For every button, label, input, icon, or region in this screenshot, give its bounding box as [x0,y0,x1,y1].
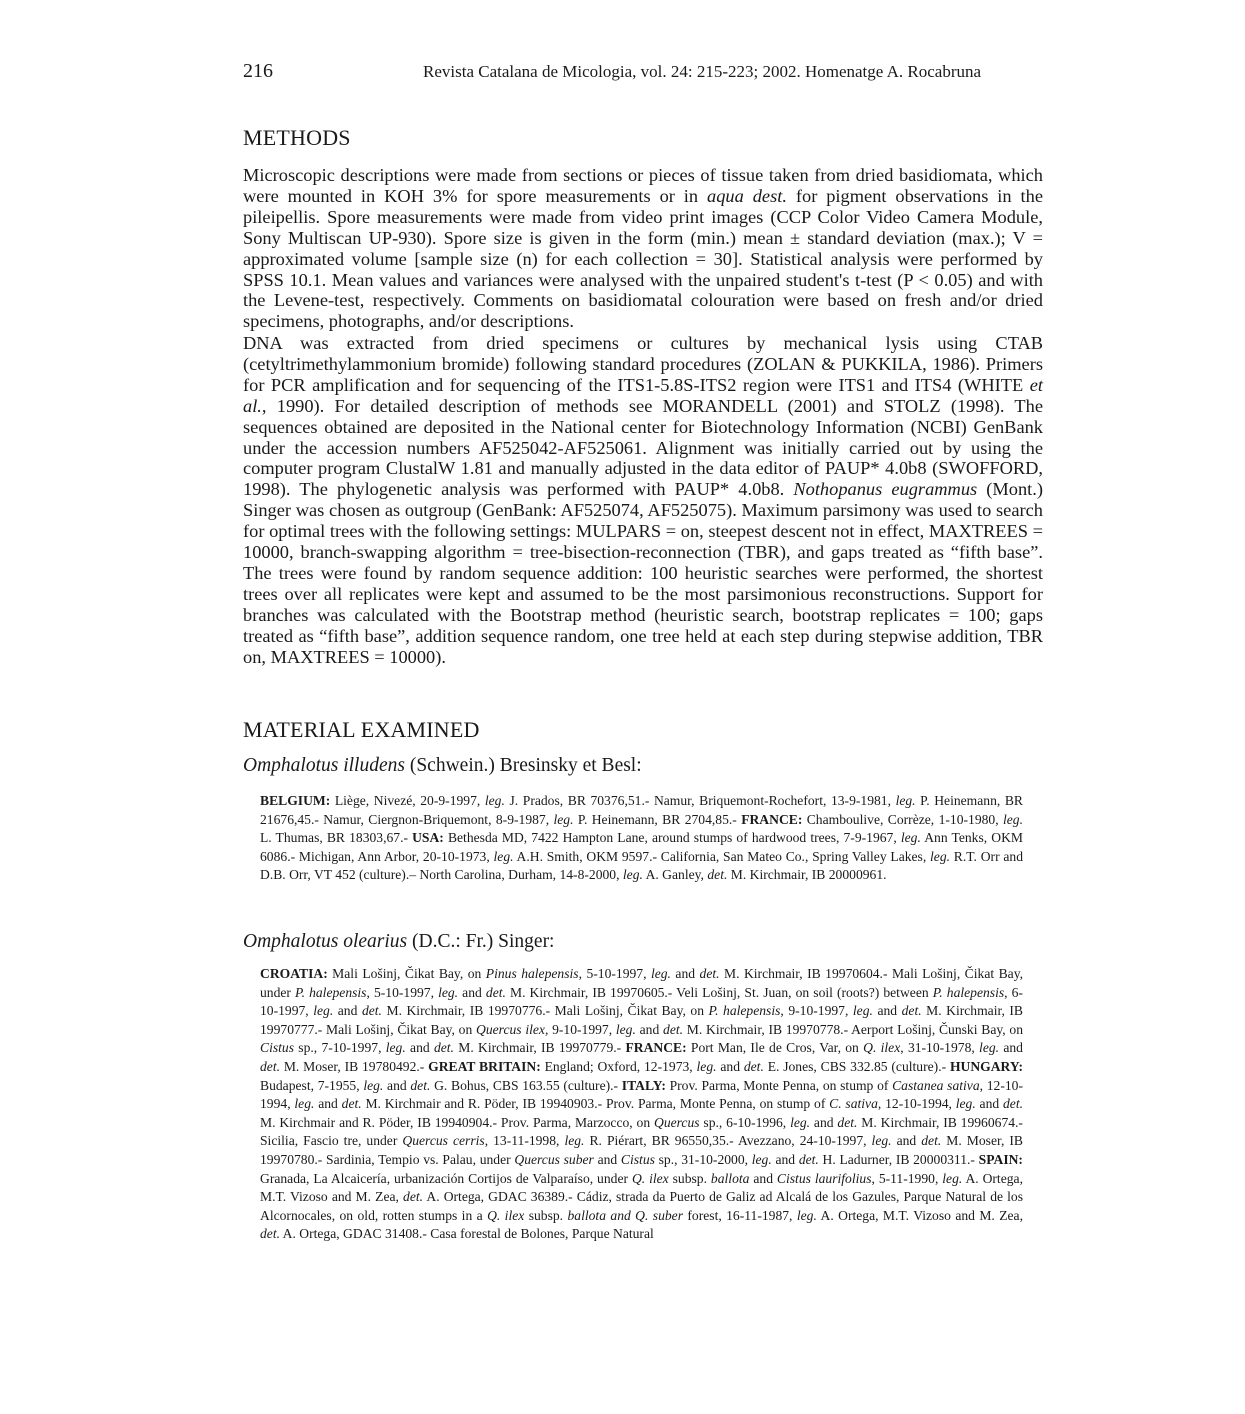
italic-run: leg. [484,793,505,808]
text-run: forest, 16-11-1987, [683,1207,797,1223]
text-run: and [333,1003,362,1019]
text-run: , 5-11-1990, [871,1170,943,1186]
text-run: M. Kirchmair, IB 19970777.- Mali Lošinj, Čikat Bay, on [260,1003,1023,1037]
text-run: (D.C.: Fr.) Singer: [407,931,555,952]
italic-run: Quercus suber [514,1151,594,1167]
italic-run: det. [1002,1096,1023,1112]
bold-run: FRANCE: [625,1040,687,1056]
text-run: , 5-10-1997, [366,984,439,1000]
italic-run: det. [699,966,720,981]
text-run: R. Piérart, BR 96550,35.- Avezzano, 24-10-1997, [584,1133,872,1149]
text-run: (Schwein.) Bresinsky et Besl: [404,755,642,776]
text-run: A. Ganley, [642,867,708,883]
text-run: Microscopic descriptions were made from sections or pieces of tissue taken from dried basidiomata, which were mounted in KOH 3% for spore measurements or in [243,165,1043,206]
text-run: P. Heinemann, BR 21676,45.- Namur, Ciergnon-Briquemont, 8-9-1987, [260,793,1024,827]
text-run: , 6-10-1997, [260,984,1023,1019]
italic-run: Quercus [654,1114,700,1130]
italic-run: leg. [955,1096,976,1112]
text-run: M. Moser, IB 19780492.- [280,1058,429,1074]
specimen-list-illudens [260,792,1023,885]
italic-run: Cistus [620,1151,655,1167]
text-run: DNA was extracted from dried specimens or cultures by mechanical lysis using CTAB (cetyltrimethylammonium bromide) following standard procedures (ZOLAN & PUKKILA, 1986). Primers for PCR amplification and for sequencing of the ITS1-5.8S-ITS2 region were ITS1 and ITS4 (WHITE [243,333,1043,395]
italic-run: Omphalotus olearius [243,931,408,952]
text-run: and [810,1114,838,1130]
text-run: and [891,1133,922,1149]
text-run: and [383,1077,411,1093]
text-run: and [314,1096,342,1112]
text-run: H. Ladurner, IB 20000311.- [818,1151,979,1167]
running-header [243,60,1043,86]
methods-paragraph-1 [243,165,1043,332]
italic-run: leg. [1003,811,1024,827]
italic-run: P. halepensis [295,984,367,1000]
text-run: M. Kirchmair and R. Pöder, IB 19940904.- Prov. Parma, Marzocco, on [260,1114,654,1130]
italic-run: leg. [363,1077,384,1093]
text-run: M. Moser, IB 19970780.- Sardinia, Tempio vs. Palau, under [260,1133,1023,1167]
italic-run: leg. [615,1021,636,1037]
italic-run: Q. ilex [487,1207,525,1223]
italic-run: leg. [930,848,951,864]
text-run: subsp. [524,1207,568,1223]
text-run: and [771,1151,799,1167]
italic-run: det. [663,1021,684,1037]
italic-run: det. [260,1058,281,1074]
italic-run: det. [433,1040,454,1056]
italic-run: leg. [852,1003,873,1019]
italic-run: Q. ilex [863,1040,901,1056]
text-run: A. Ortega, GDAC 31408.- Casa forestal de Bolones, Parque Natural [280,1226,654,1242]
italic-run: leg. [650,966,671,981]
text-run: Mali Lošinj, Čikat Bay, on [327,966,486,981]
text-run: , 9-10-1997, [544,1021,616,1037]
italic-run: det. [341,1096,362,1112]
text-run: Bethesda MD, 7422 Hampton Lane, around stumps of hardwood trees, 7-9-1967, [443,830,901,846]
italic-run: det. [743,1058,764,1074]
italic-run: det. [707,867,728,883]
italic-run: Cistus laurifolius [776,1170,872,1186]
methods-paragraph-2 [243,333,1043,668]
text-run: and [458,984,486,1000]
italic-run: det. [901,1003,922,1019]
text-run: M. Kirchmair and R. Pöder, IB 19940903.- Prov. Parma, Monte Penna, on stump of [361,1096,830,1112]
italic-run: Castanea sativa [892,1077,980,1093]
text-run: A.H. Smith, OKM 9597.- California, San Mateo Co., Spring Valley Lakes, [513,848,931,864]
italic-run: det. [403,1189,424,1205]
italic-run: leg. [438,984,459,1000]
text-run: L. Thumas, BR 18303,67.- [260,830,413,846]
methods-heading: METHODS [243,125,351,150]
text-run: sp., 7-10-1997, [294,1040,386,1056]
text-run: , 1990). For detailed description of methods see MORANDELL (2001) and STOLZ (1998). The sequences obtained are deposited in the National center for Biotechnology Information (NCBI) GenBank under the accession numbers AF525042-AF525061. Alignment was initially carried out by using the computer program ClustalW 1.81 and manually adjusted in the data editor of PAUP* 4.0b8 (SWOFFORD, 1998). The phylogenetic analysis was performed with PAUP* 4.0b8. [243,395,1043,500]
text-run: , 12-10-1994, [260,1077,1023,1112]
text-run: for pigment observations in the pileipellis. Spore measurements were made from video print images (CCP Color Video Camera Module, Sony Multiscan UP-930). Spore size is given in the form (min.) mean ± standard deviation (max.); V = approximated volume [sample size (n) for each collection = 30]. Statistical analysis were performed by SPSS 10.1. Mean values and variances were analysed with the unpaired student's t-test (P < 0.05) and with the Levene-test, respectively. Comments on basidiomatal colouration were based on fresh and/or dried specimens, photographs, and/or descriptions. [243,185,1043,332]
text-run: Granada, La Alcaicería, urbanización Cortijos de Valparaíso, under [260,1170,632,1186]
italic-run: Cistus [260,1040,294,1056]
italic-run: leg. [796,1207,817,1223]
italic-run: leg. [564,1133,585,1149]
italic-run: leg. [553,811,574,827]
text-run: Prov. Parma, Monte Penna, on stump of [665,1077,893,1093]
text-run: and [635,1021,664,1037]
italic-run: leg. [622,867,643,883]
text-run: M. Kirchmair, IB 20000961. [727,867,887,883]
text-run: M. Kirchmair, IB 19970779.- [453,1040,626,1056]
italic-run: ballota [710,1170,750,1186]
text-run: M. Kirchmair, IB 19970776.- Mali Lošinj, Čikat Bay, on [381,1003,709,1019]
text-run: and [405,1040,434,1056]
text-run: and [975,1096,1003,1112]
bold-run: BELGIUM: [260,793,331,808]
text-run: Budapest, 7-1955, [260,1077,364,1093]
italic-run: det. [921,1133,942,1149]
text-run: and [999,1040,1023,1056]
text-run: , 5-10-1997, [578,966,651,981]
text-run: England; Oxford, 12-1973, [540,1058,697,1074]
text-run: M. Kirchmair, IB 19970604.- Mali Lošinj, Čikat Bay, under [260,966,1024,1000]
italic-run: leg. [385,1040,406,1056]
italic-run: leg. [895,793,916,808]
italic-run: Pinus halepensis [485,966,579,981]
italic-run: P. halepensis [708,1003,781,1019]
italic-run: det. [361,1003,382,1019]
text-run: R.T. Orr and D.B. Orr, VT 452 (culture).– North Carolina, Durham, 14-8-2000, [260,848,1023,883]
italic-run: leg. [871,1133,892,1149]
text-run: M. Kirchmair, IB 19970605.- Veli Lošinj, St. Juan, on soil (roots?) between [505,984,933,1000]
text-run: G. Bohus, CBS 163.55 (culture).- [430,1077,622,1093]
text-run: M. Kirchmair, IB 19970778.- Aerport Lošinj, Čunski Bay, on [683,1021,1023,1037]
text-run: , 31-10-1978, [900,1040,980,1056]
italic-run: Nothopanus eugrammus [793,479,978,500]
text-run: and [593,1151,621,1167]
bold-run: CROATIA: [260,966,328,981]
italic-run: det. [798,1151,819,1167]
italic-run: leg. [790,1114,811,1130]
text-run: , 9-10-1997, [780,1003,853,1019]
italic-run: Quercus ilex [476,1021,545,1037]
italic-run: Q. ilex [631,1170,669,1186]
species-heading-illudens [243,755,642,777]
text-run: A. Ortega, M.T. Vizoso and M. Zea, [260,1170,1023,1205]
italic-run: et al. [243,374,1043,416]
text-run: E. Jones, CBS 332.85 (culture).- [763,1058,950,1074]
text-run: J. Prados, BR 70376,51.- Namur, Briquemont-Rochefort, 13-9-1981, [504,793,896,808]
italic-run: det. [837,1114,858,1130]
text-run: and [872,1003,902,1019]
italic-run: ballota and Q. suber [567,1207,683,1223]
text-run: Liège, Nivezé, 20-9-1997, [330,793,485,808]
italic-run: leg. [696,1058,717,1074]
text-run: sp., 31-10-2000, [654,1151,752,1167]
italic-run: det. [410,1077,431,1093]
specimen-list-olearius [260,965,1023,1244]
bold-run: GREAT BRITAIN: [428,1058,541,1074]
text-run: sp., 6-10-1996, [699,1114,791,1130]
text-run: , 12-10-1994, [877,1096,956,1112]
italic-run: Quercus cerris [402,1133,485,1149]
italic-run: P. halepensis [932,984,1005,1000]
text-run: Port Man, Ile de Cros, Var, on [686,1040,864,1056]
text-run: Chamboulive, Corrèze, 1-10-1980, [802,811,1003,827]
italic-run: leg. [493,848,514,864]
italic-run: leg. [979,1040,1000,1056]
italic-run: C. sativa [829,1096,878,1112]
text-run: subsp. [668,1170,711,1186]
italic-run: det. [260,1226,281,1242]
italic-run: Omphalotus illudens [243,755,405,776]
text-run: A. Ortega, GDAC 36389.- Cádiz, strada da Puerto de Galiz ad Alcalá de los Gazules, Parque Natural de los Alcornocales, on old, rotten stumps in a [260,1189,1023,1223]
page-number: 216 [243,60,273,82]
text-run: and [749,1170,777,1186]
italic-run: leg. [294,1096,315,1112]
italic-run: leg. [942,1170,963,1186]
text-run: and [670,966,700,981]
text-run: (Mont.) Singer was chosen as outgroup (GenBank: AF525074, AF525075). Maximum parsimony was used to search for optimal trees with the following settings: MULPARS = on, steepest descent not in effect, MAXTREES = 10000, branch-swapping algorithm = tree-bisection-reconnection (TBR), and gaps treated as “fifth base”. The trees were found by random sequence addition: 100 heuristic searches were performed, the shortest trees over all replicates were kept and assumed to be the most parsimonious reconstructions. Support for branches was calculated with the Bootstrap method (heuristic search, bootstrap replicates = 100; gaps treated as “fifth base”, addition sequence random, one tree held at each step during stepwise addition, TBR on, MAXTREES = 10000). [243,479,1043,667]
text-run: , 13-11-1998, [484,1133,565,1149]
text-run: Ann Tenks, OKM 6086.- Michigan, Ann Arbor, 20-10-1973, [260,830,1023,864]
species-heading-olearius [243,931,554,953]
bold-run: HUNGARY: [949,1058,1023,1074]
bold-run: SPAIN: [978,1151,1023,1167]
italic-run: leg. [313,1003,334,1019]
italic-run: leg. [900,830,921,846]
text-run: and [716,1058,744,1074]
italic-run: det. [485,984,506,1000]
journal-citation: Revista Catalana de Micologia, vol. 24: 215-223; 2002. Homenatge A. Rocabruna [423,62,982,81]
bold-run: USA: [412,830,444,846]
bold-run: FRANCE: [741,811,803,827]
text-run: M. Kirchmair, IB 19960674.- Sicilia, Fascio tre, under [260,1114,1023,1149]
italic-run: leg. [751,1151,772,1167]
bold-run: ITALY: [621,1077,666,1093]
italic-run: aqua dest. [707,185,787,206]
text-run: P. Heinemann, BR 2704,85.- [573,811,742,827]
text-run: A. Ortega, M.T. Vizoso and M. Zea, [816,1207,1023,1223]
material-examined-heading: MATERIAL EXAMINED [243,717,480,742]
